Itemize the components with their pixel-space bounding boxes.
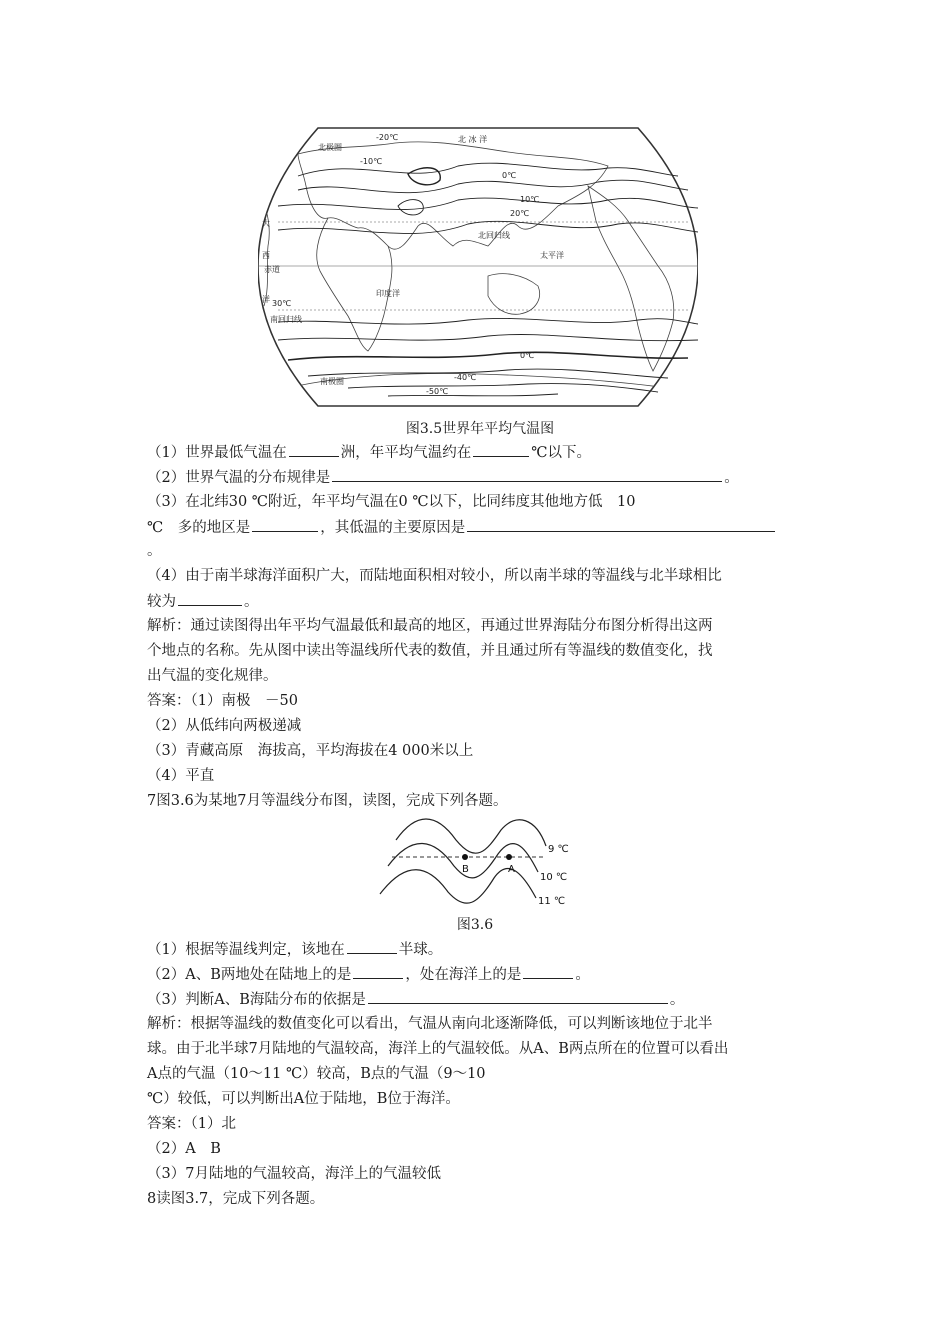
figure-3-5-caption: 图3.5世界年平均气温图: [405, 421, 555, 437]
map-label-arctic-circle: 北极圈: [318, 143, 342, 152]
q6-part3-blank-b[interactable]: [467, 517, 775, 532]
q6-analysis-line3: 出气温的变化规律。: [147, 668, 278, 684]
map-label-arctic-ocean: 北 冰 洋: [458, 135, 488, 144]
map-label-t-n50: -50℃: [426, 387, 449, 396]
q7-analysis-line2: 球。由于北半球7月陆地的气温较高，海洋上的气温较低。从A、B两点所在的位置可以看出: [147, 1041, 729, 1057]
q6-part3-mid: ，其低温的主要原因是: [320, 520, 466, 536]
figure-3-6-caption: 图3.6: [456, 917, 494, 933]
q6-part3-end: 。: [147, 543, 162, 559]
q7-analysis-line3: A点的气温（10～11 ℃）较高，B点的气温（9～10: [147, 1066, 486, 1082]
q6-part2: [147, 467, 739, 488]
map-label-atlantic-da: 大: [262, 219, 270, 228]
map-label-t-n20: -20℃: [376, 133, 399, 142]
world-temperature-map: [258, 126, 698, 408]
map-label-tropic-cancer: 北回归线: [478, 231, 510, 240]
q7-part3: [147, 989, 684, 1010]
map-label-t-0-south: 0℃: [520, 351, 535, 360]
q6-part1-post: ℃以下。: [531, 445, 591, 461]
map-label-antarctic-circle: 南极圈: [320, 377, 344, 386]
map-label-pacific-ocean: 太平洋: [540, 251, 564, 260]
q6-part4-line2: [147, 591, 259, 612]
q6-part3-line1: （3）在北纬30 ℃附近，年平均气温在0 ℃以下，比同纬度其他地方低 10: [147, 494, 636, 510]
point-a-label: A: [508, 864, 515, 875]
isotherm-9: [396, 819, 546, 853]
isotherm-figure-3-6: [376, 812, 578, 910]
q6-part1: [147, 442, 591, 463]
q7-answer-1: 答案：（1）北: [147, 1116, 236, 1132]
q6-part4-blank[interactable]: [178, 591, 242, 606]
q6-answer-3: （3）青藏高原 海拔高，平均海拔在4 000米以上: [147, 743, 474, 759]
q7-part1-blank[interactable]: [347, 939, 397, 954]
q7-part3-post: 。: [669, 992, 685, 1008]
map-label-t-10: 10℃: [520, 195, 540, 204]
q6-part1-blank-a[interactable]: [289, 442, 339, 457]
q8-intro: 8读图3.7，完成下列各题。: [147, 1191, 325, 1207]
q7-part2-blank-a[interactable]: [353, 964, 403, 979]
q6-part4-line1: （4）由于南半球海洋面积广大，而陆地面积相对较小，所以南半球的等温线与北半球相比: [147, 568, 722, 584]
q6-answer-1: 答案：（1）南极 －50: [147, 693, 298, 709]
q7-part2-post: 。: [575, 967, 590, 983]
q7-intro: 7图3.6为某地7月等温线分布图，读图，完成下列各题。: [147, 793, 508, 809]
q7-analysis-line4: ℃）较低，可以判断出A位于陆地，B位于海洋。: [147, 1091, 460, 1107]
q6-part1-blank-b[interactable]: [473, 442, 529, 457]
q7-part3-blank[interactable]: [368, 989, 668, 1004]
map-label-equator: 赤道: [264, 265, 280, 274]
q7-part2-pre: （2）A、B两地处在陆地上的是: [147, 967, 352, 983]
q6-part4-pre: 较为: [147, 594, 176, 610]
q6-part2-pre: （2）世界气温的分布规律是: [147, 470, 331, 486]
q6-part2-blank[interactable]: [332, 467, 722, 482]
map-label-indian-ocean: 印度洋: [376, 289, 400, 298]
map-label-t-n40: -40℃: [454, 373, 477, 382]
q6-part1-pre: （1）世界最低气温在: [147, 445, 287, 461]
q7-part1-pre: （1）根据等温线判定，该地在: [147, 942, 345, 958]
isotherm-9-label: 9 ℃: [548, 844, 569, 855]
q7-answer-2: （2）A B: [147, 1141, 221, 1157]
q6-part1-mid: 洲，年平均气温约在: [340, 445, 472, 461]
isotherm-11-label: 11 ℃: [538, 896, 566, 907]
q7-part2-blank-b[interactable]: [523, 964, 573, 979]
q6-part3-blank-a[interactable]: [252, 517, 318, 532]
point-b-label: B: [462, 864, 469, 875]
q6-part3-line2: [147, 517, 777, 538]
map-label-t-0: 0℃: [502, 171, 517, 180]
isotherm-10-label: 10 ℃: [540, 872, 568, 883]
q7-part1: [147, 939, 442, 960]
map-label-t-30: 30℃: [272, 299, 292, 308]
q6-part3-pre: ℃ 多的地区是: [147, 520, 251, 536]
q7-answer-3: （3）7月陆地的气温较高，海洋上的气温较低: [147, 1166, 441, 1182]
point-b-marker: [462, 854, 468, 860]
q6-analysis-line2: 个地点的名称。先从图中读出等温线所代表的数值，并且通过所有等温线的数值变化，找: [147, 643, 713, 659]
map-label-atlantic-xi: 西: [262, 251, 270, 260]
q6-analysis-line1: 解析：通过读图得出年平均气温最低和最高的地区，再通过世界海陆分布图分析得出这两: [147, 618, 713, 634]
q6-part4-post: 。: [244, 594, 259, 610]
q7-part3-pre: （3）判断A、B海陆分布的依据是: [147, 992, 366, 1008]
q6-answer-2: （2）从低纬向两极递减: [147, 718, 302, 734]
map-label-t-20: 20℃: [510, 209, 530, 218]
q6-part2-post: 。: [724, 470, 739, 486]
q6-answer-4: （4）平直: [147, 768, 215, 784]
point-a-marker: [506, 854, 512, 860]
q7-part2-mid: ，处在海洋上的是: [405, 967, 522, 983]
map-label-tropic-capricorn: 南回归线: [270, 315, 302, 324]
map-label-t-n10: -10℃: [360, 157, 383, 166]
q7-analysis-line1: 解析：根据等温线的数值变化可以看出，气温从南向北逐渐降低，可以判断该地位于北半: [147, 1016, 713, 1032]
map-label-atlantic-yang: 洋: [262, 295, 270, 304]
q7-part1-post: 半球。: [398, 942, 443, 958]
q7-part2: [147, 964, 590, 985]
